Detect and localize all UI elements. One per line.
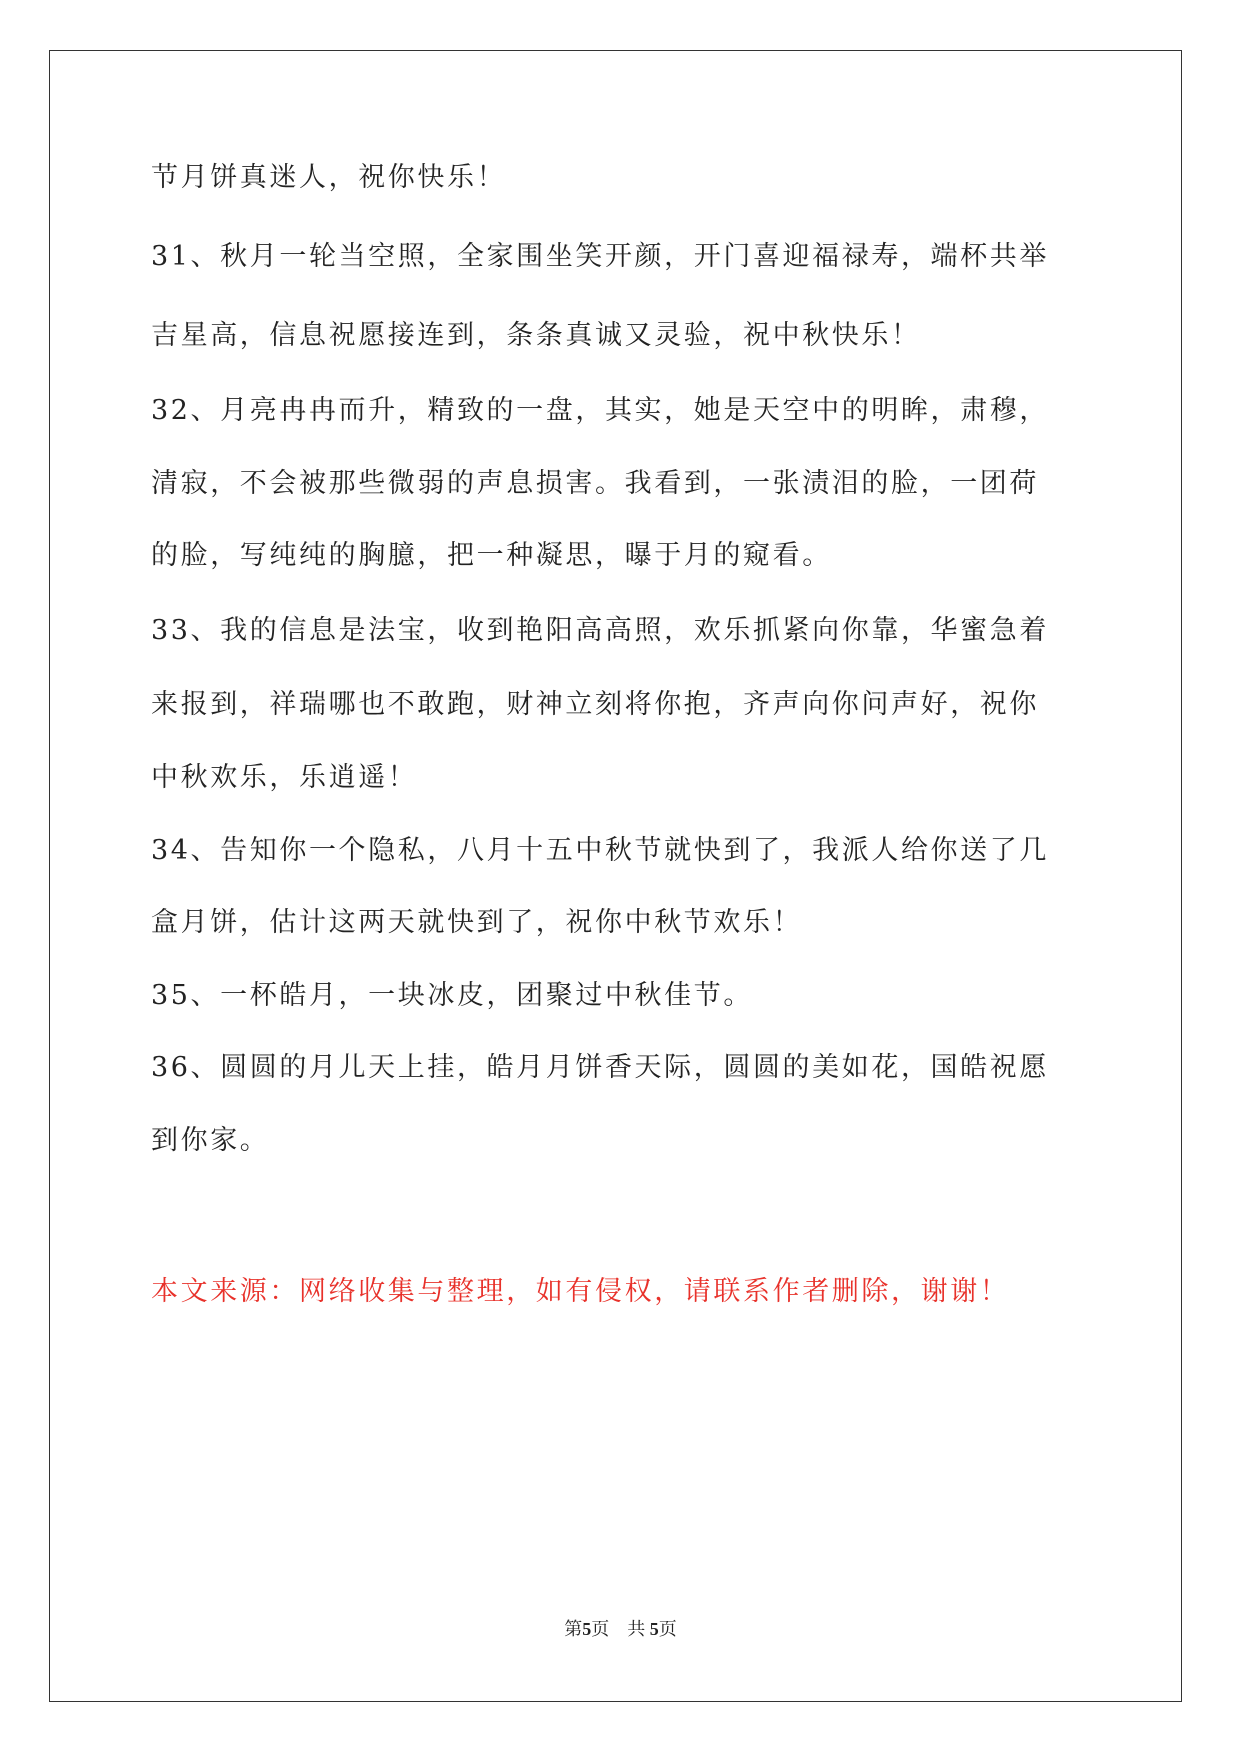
paragraph-line: 到你家。: [151, 1125, 270, 1156]
paragraph-line: 35、一杯皓月，一块冰皮，团聚过中秋佳节。: [151, 980, 753, 1011]
current-page-number: 5: [582, 1619, 592, 1639]
page-frame: [49, 50, 1182, 1702]
paragraph-line: 33、我的信息是法宝，收到艳阳高高照，欢乐抓紧向你靠，华蜜急着: [151, 615, 1049, 646]
page-prefix: 第: [564, 1619, 583, 1639]
paragraph-line: 中秋欢乐，乐逍遥！: [151, 762, 418, 793]
total-suffix: 页: [658, 1619, 677, 1639]
paragraph-line: 来报到，祥瑞哪也不敢跑，财神立刻将你抱，齐声向你问声好，祝你: [151, 689, 1039, 720]
paragraph-line: 盒月饼，估计这两天就快到了，祝你中秋节欢乐！: [151, 907, 803, 938]
paragraph-line: 节月饼真迷人，祝你快乐！: [151, 162, 507, 193]
paragraph-line: 的脸，写纯纯的胸臆，把一种凝思，曝于月的窥看。: [151, 540, 832, 571]
paragraph-line: 吉星高，信息祝愿接连到，条条真诚又灵验，祝中秋快乐！: [151, 320, 921, 351]
paragraph-line: 34、告知你一个隐私，八月十五中秋节就快到了，我派人给你送了几: [151, 835, 1049, 866]
source-disclaimer: 本文来源：网络收集与整理，如有侵权，请联系作者删除，谢谢！: [151, 1276, 1010, 1307]
paragraph-line: 31、秋月一轮当空照，全家围坐笑开颜，开门喜迎福禄寿，端杯共举: [151, 241, 1049, 272]
page-footer: [0, 1615, 1241, 1641]
page-suffix: 页: [591, 1619, 610, 1639]
total-prefix: 共: [627, 1619, 646, 1639]
paragraph-line: 清寂，不会被那些微弱的声息损害。我看到，一张渍泪的脸，一团荷: [151, 468, 1039, 499]
paragraph-line: 32、月亮冉冉而升，精致的一盘，其实，她是天空中的明眸，肃穆，: [151, 395, 1049, 426]
paragraph-line: 36、圆圆的月儿天上挂，皓月月饼香天际，圆圆的美如花，国皓祝愿: [151, 1052, 1049, 1083]
total-pages-number: 5: [649, 1619, 659, 1639]
